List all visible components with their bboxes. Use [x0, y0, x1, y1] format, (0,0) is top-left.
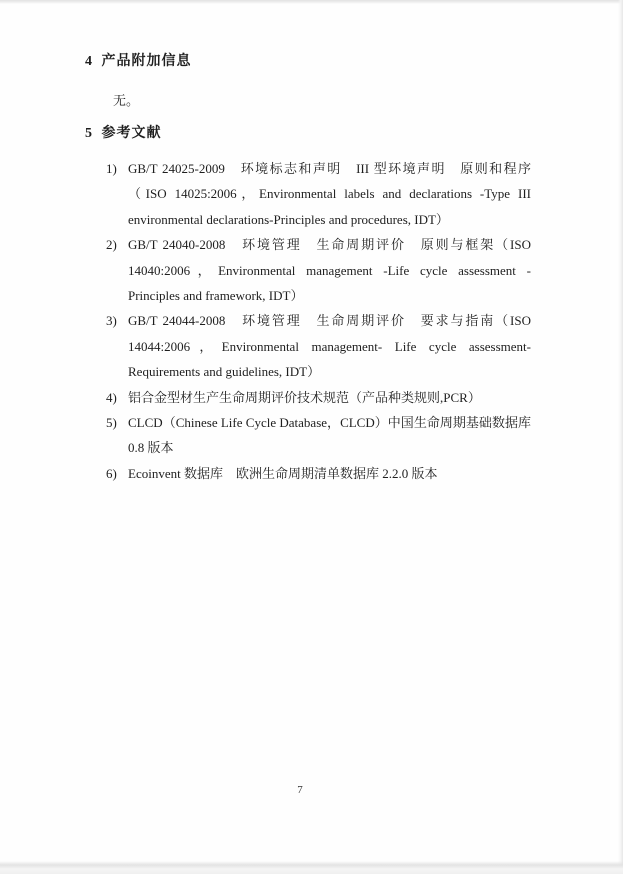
reference-list [106, 156, 531, 486]
reference-2-text: GB/T 24040-2008 环境管理 生命周期评价 原则与框架（ISO 14040:2006，Environmental management -Life cycle assessment - Principles and framework, IDT） [128, 237, 531, 304]
reference-5-text: CLCD（Chinese Life Cycle Database，CLCD）中国生命周期基础数据库 0.8 版本 [128, 415, 531, 456]
reference-6-text: Ecoinvent 数据库 欧洲生命周期清单数据库 2.2.0 版本 [128, 465, 438, 481]
reference-item-6 [106, 461, 531, 486]
reference-3-number: 3) [106, 313, 117, 329]
reference-6-number: 6) [106, 465, 117, 481]
reference-4-number: 4) [106, 389, 117, 405]
section-4-number: 4 [85, 54, 93, 69]
reference-1-text: GB/T 24025-2009 环境标志和声明 III 型环境声明 原则和程序（ISO 14025:2006，Environmental labels and declarations -Type III environmental declarations-Principles and procedures, IDT） [128, 161, 531, 227]
reference-2-number: 2) [106, 237, 117, 253]
reference-3-text: GB/T 24044-2008 环境管理 生命周期评价 要求与指南（ISO 14044:2006，Environmental management- Life cycle assessment- Requirements and guidelines, IDT） [128, 313, 531, 380]
page-number: 7 [297, 784, 303, 796]
reference-item-2 [106, 232, 531, 308]
section-5-heading [85, 122, 162, 142]
reference-4-text: 铝合金型材生产生命周期评价技术规范（产品种类规则,PCR） [128, 389, 481, 405]
section-4-title: 产品附加信息 [101, 54, 192, 69]
section-4-body-text: 无。 [113, 93, 140, 108]
reference-item-1 [106, 156, 531, 232]
reference-item-3 [106, 308, 531, 384]
reference-5-number: 5) [106, 415, 117, 431]
section-4-heading [85, 50, 192, 70]
reference-1-number: 1) [106, 161, 117, 176]
page-bottom-edge [0, 861, 623, 874]
section-5-title: 参考文献 [101, 126, 162, 141]
section-5-number: 5 [85, 126, 93, 141]
page-top-edge [0, 0, 623, 4]
reference-item-4 [106, 385, 531, 410]
page-right-edge [618, 0, 623, 874]
reference-item-5 [106, 410, 531, 461]
